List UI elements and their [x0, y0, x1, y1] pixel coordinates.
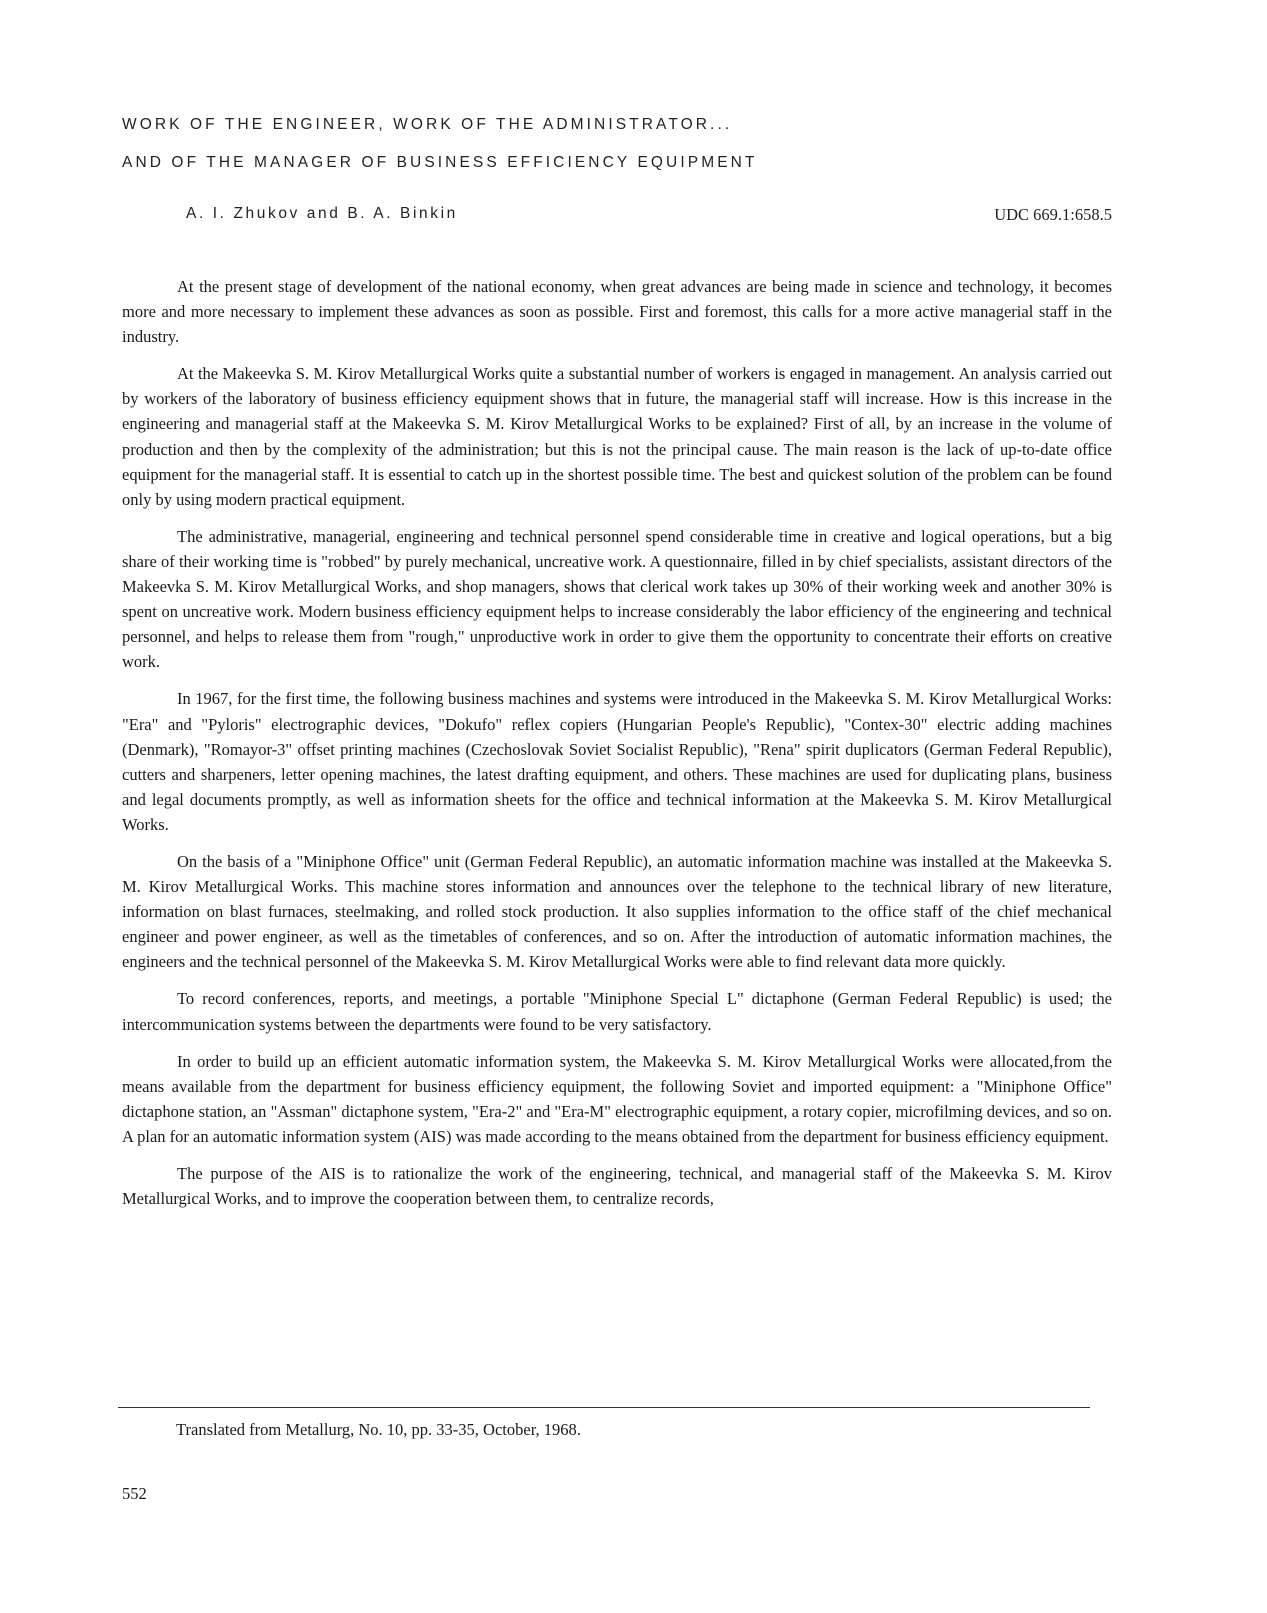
paragraph-7: In order to build up an efficient automatic information system, the Makeevka S. M. Kirov Metallurgical Works were allocated,from the means available from the department for business efficiency equipment, the following Soviet and imported equipment: a "Miniphone Office" dictaphone station, an "Assman" dictaphone system, "Era-2" and "Era-M" electrographic equipment, a rotary copier, microfilming devices, and so on. A plan for an automatic information system (AIS) was made according to the means obtained from the department for business efficiency equipment. — [122, 1051, 1112, 1146]
article-title-line-2: AND OF THE MANAGER OF BUSINESS EFFICIENCY EQUIPMENT — [122, 154, 758, 171]
paragraph-1: At the present stage of development of the national economy, when great advances are being made in science and technology, it becomes more and more necessary to implement these advances as soon as possible. First and foremost, this calls for a more active managerial staff in the industry. — [122, 277, 1112, 347]
paragraph-2: At the Makeevka S. M. Kirov Metallurgical Works quite a substantial number of workers is engaged in management. An analysis carried out by workers of the laboratory of business efficiency equipment shows that in future, the managerial staff will increase. How is this increase in the engineering and managerial staff at the Makeevka S. M. Kirov Metallurgical Works to be explained? First of all, by an increase in the volume of production and then by the complexity of the administration; but this is not the principal cause. The main reason is the lack of up-to-date office equipment for the managerial staff. It is essential to catch up in the shortest possible time. The best and quickest solution of the problem can be found only by using modern practical equipment. — [122, 364, 1112, 509]
paragraph-8: The purpose of the AIS is to rationalize the work of the engineering, technical, and managerial staff of the Makeevka S. M. Kirov Metallurgical Works, and to improve the cooperation between them, to centralize records, — [122, 1164, 1112, 1209]
article-title-line-1: WORK OF THE ENGINEER, WORK OF THE ADMINISTRATOR... — [122, 116, 733, 133]
paragraph-5: On the basis of a "Miniphone Office" unit (German Federal Republic), an automatic information machine was installed at the Makeevka S. M. Kirov Metallurgical Works. This machine stores information and announces over the telephone to the technical library of new literature, information on blast furnaces, steelmaking, and rolled stock production. It also supplies information to the office staff of the chief mechanical engineer and power engineer, as well as the timetables of conferences, and so on. After the introduction of automatic information machines, the engineers and the technical personnel of the Makeevka S. M. Kirov Metallurgical Works were able to find relevant data more quickly. — [122, 851, 1112, 972]
authors: A. I. Zhukov and B. A. Binkin — [186, 205, 458, 222]
page-number: 552 — [122, 1484, 147, 1503]
article-body — [122, 274, 1112, 1223]
footnote-divider — [118, 1407, 1090, 1408]
paragraph-3: The administrative, managerial, engineering and technical personnel spend considerable time in creative and logical operations, but a big share of their working time is "robbed" by purely mechanical, uncreative work. A questionnaire, filled in by chief specialists, assistant directors of the Makeevka S. M. Kirov Metallurgical Works, and shop managers, shows that clerical work takes up 30% of their working week and another 30% is spent on uncreative work. Modern business efficiency equipment helps to increase considerably the labor efficiency of the engineering and technical personnel, and helps to release them from "rough," unproductive work in order to give them the opportunity to concentrate their efforts on creative work. — [122, 526, 1112, 672]
paragraph-4: In 1967, for the first time, the following business machines and systems were introduced in the Makeevka S. M. Kirov Metallurgical Works: "Era" and "Pyloris" electrographic devices, "Dokufo" reflex copiers (Hungarian People's Republic), "Contex-30" electric adding machines (Denmark), "Romayor-3" offset printing machines (Czechoslovak Soviet Socialist Republic), "Rena" spirit duplicators (German Federal Republic), cutters and sharpeners, letter opening machines, the latest drafting equipment, and others. These machines are used for duplicating plans, business and legal documents promptly, as well as information sheets for the office and technical information at the Makeevka S. M. Kirov Metallurgical Works. — [122, 689, 1112, 834]
translation-footnote: Translated from Metallurg, No. 10, pp. 33-35, October, 1968. — [176, 1420, 581, 1439]
udc-code: UDC 669.1:658.5 — [994, 205, 1112, 224]
paragraph-6: To record conferences, reports, and meetings, a portable "Miniphone Special L" dictaphone (German Federal Republic) is used; the intercommunication systems between the departments were found to be very satisfactory. — [122, 989, 1112, 1034]
